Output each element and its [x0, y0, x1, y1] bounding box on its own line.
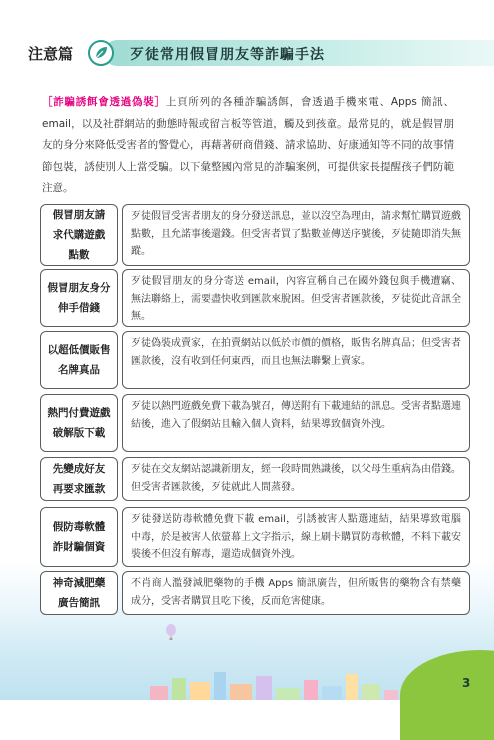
case-label-line: 廣告簡訊: [58, 597, 100, 609]
intro-paragraph: [42, 92, 454, 200]
case-label-line: 假防毒軟體: [52, 521, 106, 533]
case-label: [40, 394, 118, 452]
case-label: [40, 331, 118, 389]
case-label-line: 伸手借錢: [58, 302, 100, 314]
case-description: 不肖商人濫發減肥藥物的手機 Apps 簡訊廣告，但所販售的藥物含有禁藥成分，受害者購買且吃下後，反而危害健康。: [122, 571, 470, 615]
case-label: [40, 269, 118, 327]
page-title: 歹徒常用假冒朋友等詐騙手法: [130, 47, 325, 63]
case-description: 歹徒以熱門遊戲免費下載為號召，傳送附有下載連結的訊息。受害者點選連結後，進入了假網站且輸入個人資料，結果導致個資外洩。: [122, 394, 470, 452]
case-label-line: 假冒朋友身分: [47, 282, 111, 294]
case-label-line: 破解版下載: [52, 427, 106, 439]
case-label-line: 點數: [68, 249, 90, 261]
case-label-line: 神奇減肥藥: [52, 577, 106, 589]
case-label-line: 假冒朋友請: [52, 209, 106, 221]
case-description: 歹徒偽裝成賣家，在拍賣網站以低於市價的價格，販售名牌真品；但受害者匯款後，沒有收到任何東西，而且也無法聯繫上賣家。: [122, 331, 470, 389]
case-label-line: 詐財騙個資: [52, 541, 106, 553]
case-description: 歹徒假冒受害者朋友的身分發送訊息，並以沒空為理由，請求幫忙購買遊戲點數，且允諾事後還錢。但受害者買了點數並傳送序號後，歹徒隨即消失無蹤。: [122, 204, 470, 266]
case-description: 歹徒假冒朋友的身分寄送 email，內容宣稱自己在國外錢包與手機遭竊、無法聯絡上，需要盡快收到匯款來脫困。但受害者匯款後，歹徒從此音訊全無。: [122, 269, 470, 327]
case-label-line: 求代購遊戲: [52, 229, 106, 241]
case-label: [40, 571, 118, 615]
case-label-line: 以超低價販售: [47, 344, 111, 356]
case-label-line: 熱門付費遊戲: [47, 407, 111, 419]
leaf-icon: [88, 40, 114, 66]
case-label-line: 先變成好友: [52, 463, 106, 475]
intro-highlight: ［詐騙誘餌會透過偽裝］: [42, 96, 166, 108]
case-label: [40, 507, 118, 567]
section-label: 注意篇: [28, 45, 74, 63]
page-number: 3: [462, 676, 471, 690]
case-label: [40, 457, 118, 501]
case-label: [40, 204, 118, 266]
balloon-icon: [165, 624, 177, 644]
case-label-line: 再要求匯款: [52, 483, 106, 495]
section-header: [28, 38, 494, 70]
case-description: 歹徒發送防毒軟體免費下載 email，引誘被害人點選連結，結果導致電腦中毒，於是被害人依螢幕上文字指示，線上刷卡購買防毒軟體，不料下載安裝後不但沒有解毒，還造成個資外洩。: [122, 507, 470, 567]
case-description: 歹徒在交友網站認識新朋友，經一段時間熟識後，以父母生重病為由借錢。但受害者匯款後，歹徒就此人間蒸發。: [122, 457, 470, 501]
case-label-line: 名牌真品: [58, 364, 100, 376]
intro-text: 上頁所列的各種詐騙誘餌，會透過手機來電、Apps 簡訊、email，以及社群網站的動態時報或留言板等管道，觸及到孩童。最常見的，就是假冒朋友的身分來降低受害者的警覺心，再藉著研商借錢、請求協助、好康通知等不同的故事情節包裝，誘使別人上當受騙。以下彙整國內常見的詐騙案例，可提供家長提醒孩子們防範注意。: [42, 96, 454, 195]
